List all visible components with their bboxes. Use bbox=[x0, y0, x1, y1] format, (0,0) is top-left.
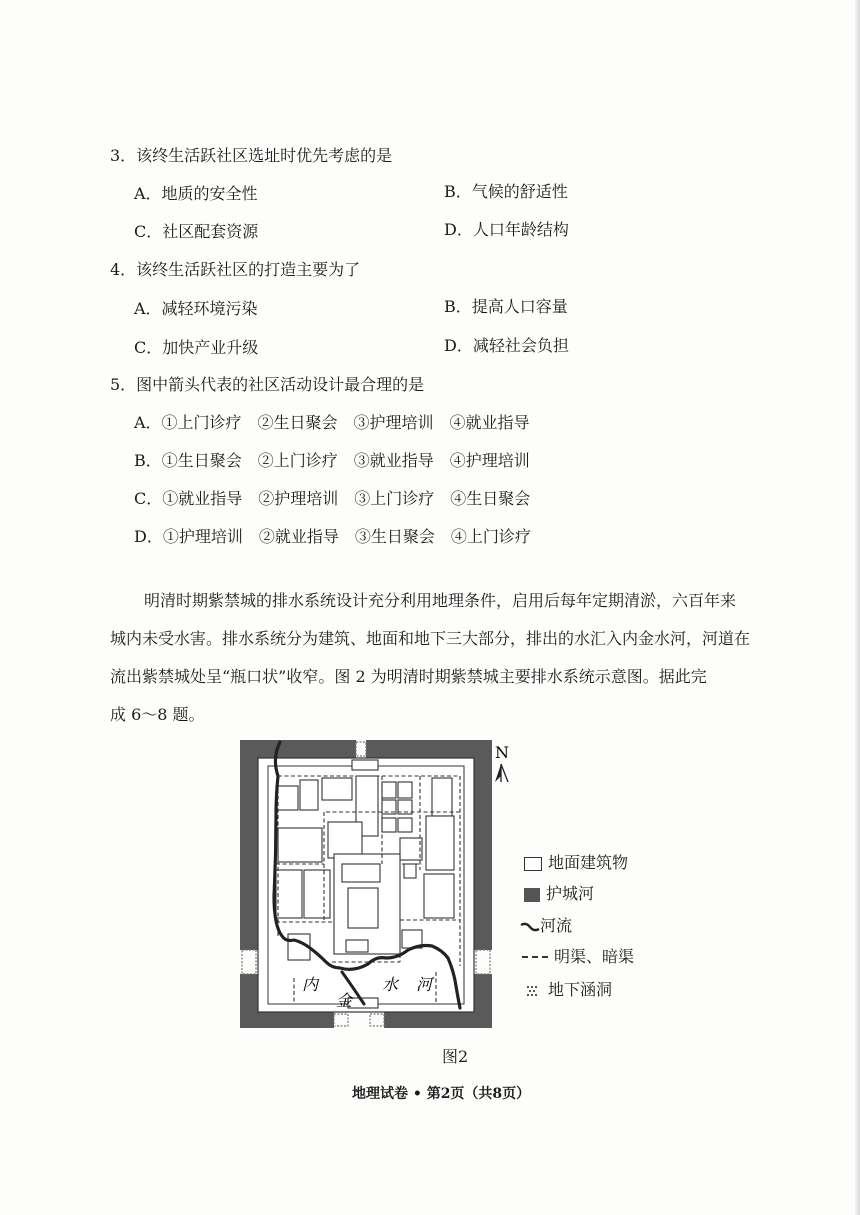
question-5-option-c: C．①就业指导 ②护理培训 ③上门诊疗 ④生日聚会 bbox=[134, 489, 531, 508]
culvert-icon bbox=[526, 985, 538, 997]
question-5-option-b: B．①生日聚会 ②上门诊疗 ③就业指导 ④护理培训 bbox=[134, 451, 530, 470]
question-5-stem: 5．图中箭头代表的社区活动设计最合理的是 bbox=[110, 375, 425, 394]
passage-line-1: 明清时期紫禁城的排水系统设计充分利用地理条件，启用后每年定期清淤，六百年来 bbox=[144, 591, 737, 610]
building-icon bbox=[524, 857, 542, 871]
river-char-4: 河 bbox=[416, 975, 433, 994]
page-edge-shadow bbox=[855, 0, 860, 1215]
north-label: N bbox=[495, 743, 509, 762]
river-char-3: 水 bbox=[382, 975, 399, 994]
forbidden-city-drainage-map bbox=[236, 736, 496, 1032]
legend-building: 地面建筑物 bbox=[524, 853, 628, 873]
question-3-option-b: B．气候的舒适性 bbox=[444, 182, 568, 201]
question-3-stem: 3．该终生活跃社区选址时优先考虑的是 bbox=[110, 146, 393, 165]
legend-culvert: 地下涵洞 bbox=[526, 980, 612, 1000]
legend-channel: 明渠、暗渠 bbox=[522, 947, 634, 967]
river-icon bbox=[520, 921, 540, 933]
question-4-stem: 4．该终生活跃社区的打造主要为了 bbox=[110, 260, 361, 279]
question-5-option-d: D．①护理培训 ②就业指导 ③生日聚会 ④上门诊疗 bbox=[134, 527, 531, 546]
question-3-option-a: A．地质的安全性 bbox=[134, 184, 258, 203]
figure-caption: 图2 bbox=[442, 1047, 469, 1066]
river-char-2: 金 bbox=[336, 991, 353, 1010]
passage bbox=[110, 582, 760, 734]
question-4-option-b: B．提高人口容量 bbox=[444, 297, 568, 316]
page-footer: 地理试卷 • 第2页（共8页） bbox=[352, 1086, 531, 1102]
dashed-channel-icon bbox=[522, 956, 548, 960]
north-arrow-icon bbox=[490, 742, 520, 786]
river-char-1: 内 bbox=[302, 975, 319, 994]
passage-line-2: 城内未受水害。排水系统分为建筑、地面和地下三大部分，排出的水汇入内金水河，河道在 bbox=[110, 629, 751, 648]
passage-line-3: 流出紫禁城处呈“瓶口状”收窄。图 2 为明清时期紫禁城主要排水系统示意图。据此完 bbox=[110, 667, 707, 686]
question-4-option-d: D．减轻社会负担 bbox=[444, 336, 569, 355]
question-4-option-a: A．减轻环境污染 bbox=[134, 299, 258, 318]
legend-moat: 护城河 bbox=[524, 884, 594, 904]
moat-icon bbox=[524, 888, 540, 902]
passage-line-4: 成 6～8 题。 bbox=[110, 705, 205, 724]
question-4-option-c: C．加快产业升级 bbox=[134, 338, 259, 357]
question-5-option-a: A．①上门诊疗 ②生日聚会 ③护理培训 ④就业指导 bbox=[134, 413, 530, 432]
question-3-option-d: D．人口年龄结构 bbox=[444, 220, 569, 239]
legend-river: 河流 bbox=[520, 916, 572, 936]
question-3-option-c: C．社区配套资源 bbox=[134, 222, 259, 241]
